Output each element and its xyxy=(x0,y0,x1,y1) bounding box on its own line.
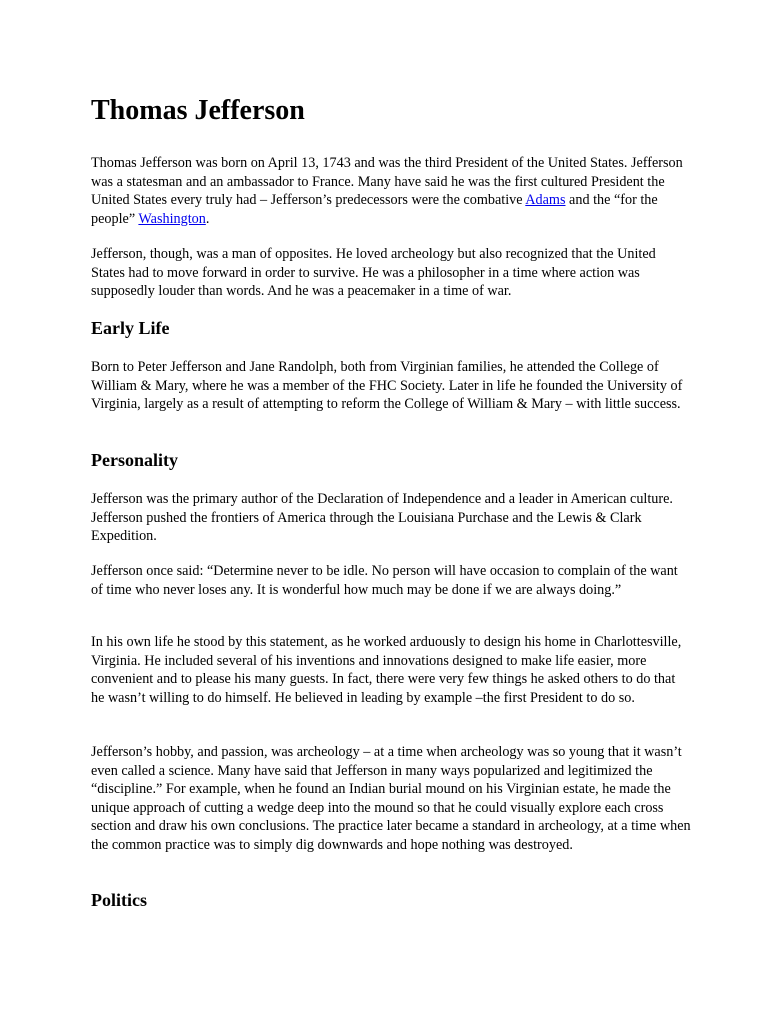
personality-paragraph-3: In his own life he stood by this statement, as he worked arduously to design his home in Charlottesville, Virginia. He included several of his inventions and innovations designed to make life easier, more convenient and to please his many guests. In fact, there were very few things he asked others to do that he wasn’t willing to do himself. He believed in leading by example –the first President to do so. xyxy=(91,634,682,706)
personality-paragraph-2: Jefferson once said: “Determine never to be idle. No person will have occasion to complain of the want of time who never loses any. It is wonderful how much may be done if we are always doing.” xyxy=(91,563,678,598)
adams-link[interactable]: Adams xyxy=(525,192,566,208)
politics-heading: Politics xyxy=(91,890,147,910)
intro-paragraph xyxy=(91,154,691,228)
personality-paragraph-4: Jefferson’s hobby, and passion, was archeology – at a time when archeology was so young that it wasn’t even called a science. Many have said that Jefferson in many ways popularized and legitimized the “discipline.” For example, when he found an Indian burial mound on his Virginian estate, he made the unique approach of cutting a wedge deep into the mound so that he could visually explore each cross section and draw his own conclusions. The practice later became a standard in archeology, at a time when the common practice was to simply dig downwards and hope nothing was destroyed. xyxy=(91,744,691,853)
intro-text-start: Thomas Jefferson was born on April 13, 1743 and was the third President of the United States. Jefferson was a statesman and an ambassador to France. Many have said he was the first cultured President the United States every truly had – Jefferson’s predecessors were the combative xyxy=(91,155,683,208)
early-life-heading: Early Life xyxy=(91,318,170,338)
early-life-paragraph: Born to Peter Jefferson and Jane Randolph, both from Virginian families, he attended the College of William & Mary, where he was a member of the FHC Society. Later in life he founded the University of Virginia, largely as a result of attempting to reform the College of William & Mary – with little success. xyxy=(91,359,683,412)
personality-heading: Personality xyxy=(91,450,178,470)
opposites-paragraph: Jefferson, though, was a man of opposites. He loved archeology but also recognized that the United States had to move forward in order to survive. He was a philosopher in a time where action was supposedly louder than words. And he was a peacemaker in a time of war. xyxy=(91,246,656,299)
page-title: Thomas Jefferson xyxy=(91,95,305,126)
intro-text-end: . xyxy=(205,210,210,227)
personality-paragraph-1: Jefferson was the primary author of the Declaration of Independence and a leader in American culture. Jefferson pushed the frontiers of America through the Louisiana Purchase and the Lewis & Clark Expedition. xyxy=(91,491,673,544)
washington-link[interactable]: Washington xyxy=(138,210,206,227)
intro-text-middle: and the “for the people” xyxy=(91,192,658,227)
